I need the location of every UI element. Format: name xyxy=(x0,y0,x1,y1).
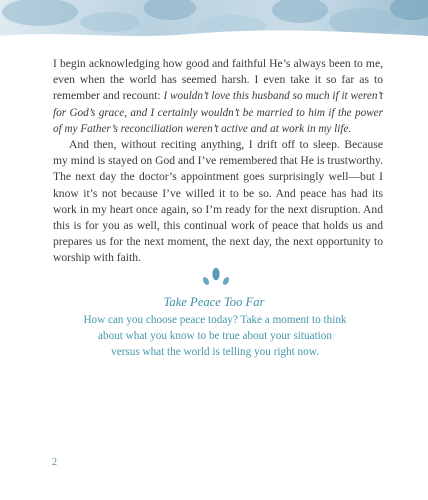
page-number: 2 xyxy=(52,457,57,468)
paragraph-1-text: I begin acknowledging how good and faithful He’s always been to me, even when the world has seemed harsh. I even take it so far as to remember and recount: xyxy=(53,57,383,103)
paragraph-1 xyxy=(53,56,383,137)
leaf-ornament-icon xyxy=(196,264,236,290)
callout-title: Take Peace Too Far xyxy=(163,295,265,309)
callout-line: How can you choose peace today? Take a moment to think xyxy=(83,314,347,326)
paragraph-2: And then, without reciting anything, I drift off to sleep. Because my mind is stayed on God and I’ve remembered that He is trustworthy. The next day the doctor’s appointment goes surprisingly well—but I know it’s not because I’ve willed it to be so. And peace has had its work in my heart once again, so I’m ready for the next disruption. And this is for you as well, this continual work of peace that holds us and prepares us for the next moment, the next day, the next opportunity to worship with faith. xyxy=(53,138,383,265)
callout-body xyxy=(70,312,360,361)
paragraph-1-italic-quote: I wouldn’t love this husband so much if it weren’t for God’s grace, and I certainly wouldn’t be married to him if the power of my Father’s reconciliation weren’t active and at work in my life. xyxy=(53,90,384,135)
watercolor-header-icon xyxy=(0,0,428,42)
callout-line: versus what the world is telling you right now. xyxy=(111,346,319,359)
body-text xyxy=(53,56,383,267)
callout-line: about what you know to be true about your situation xyxy=(98,330,332,343)
watercolor-header-art xyxy=(0,0,428,42)
